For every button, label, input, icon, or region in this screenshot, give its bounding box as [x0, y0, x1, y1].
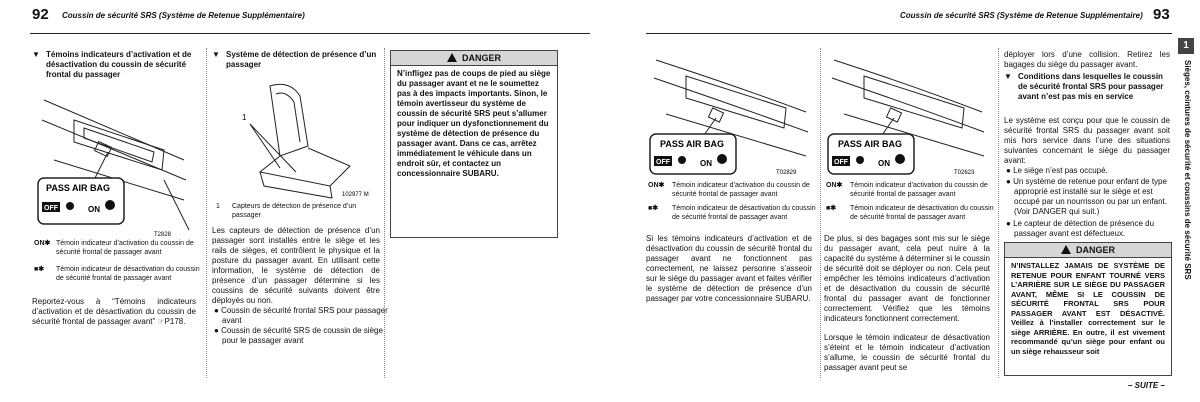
right1-fig-label: PASS AIR BAG — [660, 139, 725, 149]
right1-fig-off: OFF — [656, 159, 670, 166]
right-dashboard-figure-2 — [824, 52, 988, 178]
seat-caption: 1 Capteurs de détection de présence d’un passager — [216, 203, 357, 219]
right-divider-2 — [998, 48, 999, 378]
right-col3-bullet1: ● Le siège n’est pas occupé. — [1006, 166, 1108, 175]
right-danger-text: N’INSTALLEZ JAMAIS DE SYSTÈME DE RETENUE POUR ENFANT TOURNÉ VERS L’ARRIÈRE SUR LE SIÈGE DU PASSAGER AVANT, MÊME SI LE COUSSIN DE SÉCURITÉ FRONTAL SRS POUR PASSAGER AVANT EST DÉSACTIVÉ. Veillez à l’installer correctement sur le siège ARRIÈRE. En outre, il est vivement recommandé qu’un siège pour enfant ou un siège rehausseur soit — [1011, 261, 1165, 356]
right-divider-1 — [820, 48, 821, 378]
airbag-off-icon: ■✱ — [648, 205, 659, 212]
right1-caption2: ■✱ Témoin indicateur de désactivation du coussin de sécurité frontal de passager avant — [648, 205, 816, 221]
left-col1-body: Reportez-vous à “Témoins indicateurs d’activation et de désactivation du coussin de sécurité frontal de passager avant” ☞P178. — [32, 297, 196, 326]
suite-marker: – SUITE – — [1128, 381, 1165, 390]
right2-fig-on: ON — [878, 159, 890, 168]
left-dashboard-figure — [34, 90, 194, 240]
right-running-head: Coussin de sécurité SRS (Système de Retenue Supplémentaire) — [900, 11, 1143, 20]
right-col3-body1: déployer lors d’une collision. Retirez les bagages du siège du passager avant. — [1004, 50, 1170, 69]
right2-fig-label: PASS AIR BAG — [838, 139, 903, 149]
left-header-rule — [30, 33, 590, 34]
right-danger-header: DANGER — [1005, 243, 1171, 258]
right-col3-bullet3: ● Le capteur de détection de présence du passager avant est défectueux. — [1006, 219, 1155, 238]
right-header-rule — [646, 33, 1172, 34]
left-fig-off: OFF — [44, 205, 58, 212]
left-danger-text: N’infligez pas de coups de pied au siège du passager avant et ne le soumettez pas à des impacts importants. Sinon, le témoin avertisseur du système de coussin de sécurité SRS peut s’allumer pour indiquer un dysfonctionnement du système de détection de présence du passager avant. Dans ce cas, arrêtez immédiatement le véhicule dans un endroit sûr, et contactez un concessionnaire SUBARU. — [397, 69, 551, 178]
chapter-side-text: Sièges, ceintures de sécurité et coussins de sécurité SRS — [1183, 60, 1192, 280]
right-col2-body1: De plus, si des bagages sont mis sur le siège du passager avant, cela peut nuire à la capacité du système à déterminer si le coussin de sécurité doit se déployer ou non. Cela peut empêcher les témoins indicateurs d’activation et de désactivation du coussin de sécurité frontal du passager avant de fonctionner correctement. Vérifiez que les témoins indicateurs fonctionnent correctement. — [824, 234, 990, 323]
right1-fig-code: T02829 — [776, 170, 797, 176]
chapter-tab: 1 — [1178, 38, 1194, 54]
airbag-off-icon: ■✱ — [34, 266, 45, 273]
right1-caption1: ON✱ Témoin indicateur d’activation du coussin de sécurité frontal de passager avant — [648, 182, 810, 198]
left-danger-box — [390, 50, 558, 238]
right-page-number: 93 — [1153, 6, 1170, 23]
left-caption1: ON✱ Témoin indicateur d’activation du coussin de sécurité frontal de passager avant — [34, 240, 194, 256]
left-danger-header: DANGER — [391, 51, 557, 66]
airbag-on-icon: ON✱ — [826, 182, 843, 189]
right-col3-heading: ▼ Conditions dans lesquelles le coussin de sécurité frontal SRS pour passager avant n’est pas mis en service — [1004, 72, 1164, 101]
airbag-on-icon: ON✱ — [34, 240, 51, 247]
left-fig-label: PASS AIR BAG — [46, 183, 111, 193]
left-fig-on: ON — [88, 205, 100, 214]
left-col2-bullet1: ● Coussin de sécurité frontal SRS pour passager avant — [214, 306, 388, 325]
left-col2-body: Les capteurs de détection de présence d’un passager sont installés entre le siège et les rails de sièges, et contrôlent le physique et la posture du passager avant. En utilisant cette information, le système de détection de présence d’un passager détermine si les coussins de sécurité suivants doivent être déployés ou non. — [212, 226, 380, 305]
right2-caption1: ON✱ Témoin indicateur d’activation du coussin de sécurité frontal de passager avant — [826, 182, 988, 198]
left-col2-heading: ▼ Système de détection de présence d’un passager — [212, 50, 377, 69]
warning-icon — [447, 53, 457, 62]
right-col1-body: Si les témoins indicateurs d’activation et de désactivation du coussin de sécurité frontal du passager avant ne fonctionnent pas correctement, ne laissez personne s’asseoir sur le siège du passager avant et faites vérifier le système de détection de présence d’un passager par votre concessionnaire SUBARU. — [646, 234, 812, 303]
right-col3-bullet2: ● Un système de retenue pour enfant de type approprié est installé sur le siège et est occupé par un nourrisson ou par un enfant. (Voir DANGER qui suit.) — [1006, 177, 1167, 216]
airbag-off-icon: ■✱ — [826, 205, 837, 212]
left-caption2: ■✱ Témoin indicateur de désactivation du coussin de sécurité frontal de passager avant — [34, 266, 200, 282]
left-running-head: Coussin de sécurité SRS (Système de Retenue Supplémentaire) — [62, 11, 305, 20]
right-col2-body2: Lorsque le témoin indicateur de désactivation s’éteint et le témoin indicateur d’activation s’allume, le coussin de sécurité frontal du passager avant peut se — [824, 333, 990, 372]
right2-caption2: ■✱ Témoin indicateur de désactivation du coussin de sécurité frontal de passager avant — [826, 205, 994, 221]
left-page-number: 92 — [32, 6, 49, 23]
warning-icon — [1061, 245, 1071, 254]
seat-sensor-figure — [220, 76, 376, 200]
right-dashboard-figure-1 — [646, 52, 812, 178]
right-col3-body2: Le système est conçu pour que le coussin de sécurité frontal SRS du passager avant soit mis hors service dans l’une des situations suivantes concernant le siège du passager avant: — [1004, 116, 1170, 165]
airbag-on-icon: ON✱ — [648, 182, 665, 189]
left-divider-2 — [384, 48, 385, 378]
right2-fig-off: OFF — [834, 159, 848, 166]
left-col1-heading: ▼ Témoins indicateurs d’activation et de désactivation du coussin de sécurité frontal du passager — [32, 50, 192, 79]
seat-callout: 1 — [242, 113, 247, 122]
right2-fig-code: T02623 — [954, 170, 975, 176]
left-col2-bullet2: ● Coussin de sécurité SRS de coussin de siège pour le passager avant — [214, 326, 383, 345]
seat-fig-code: 102977 M — [342, 192, 369, 198]
left-fig-code: T2828 — [154, 232, 172, 238]
right1-fig-on: ON — [700, 159, 712, 168]
right-danger-box — [1004, 242, 1172, 376]
left-divider-1 — [206, 48, 207, 378]
